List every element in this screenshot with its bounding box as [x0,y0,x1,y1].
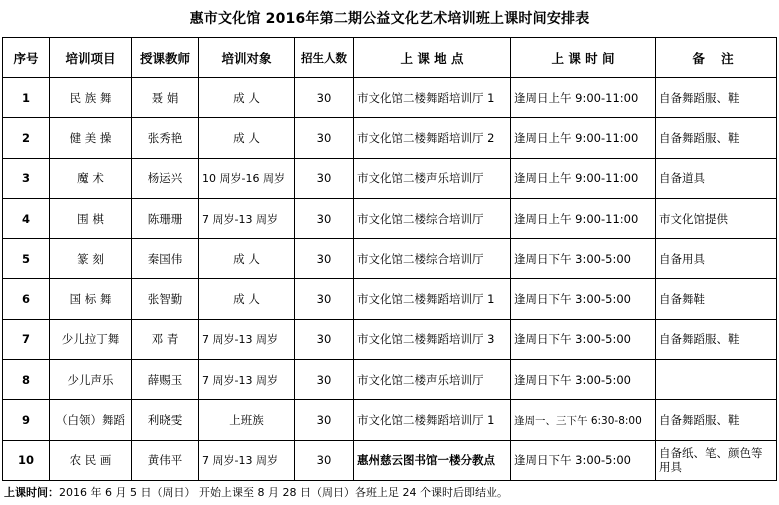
row-time: 逢周日下午 3:00-5:00 [511,239,656,279]
table-row [3,400,777,440]
row-time: 逢周日下午 3:00-5:00 [511,279,656,319]
row-target: 10 周岁-16 周岁 [199,158,295,198]
row-enrollment: 30 [295,158,354,198]
row-time: 逢周日上午 9:00-11:00 [511,118,656,158]
row-enrollment: 30 [295,400,354,440]
row-target: 7 周岁-13 周岁 [199,360,295,400]
row-target: 成 人 [199,239,295,279]
row-teacher: 聂 娟 [132,78,199,118]
footer-label: 上课时间： [4,486,59,499]
row-time: 逢周日上午 9:00-11:00 [511,158,656,198]
row-time: 逢周日上午 9:00-11:00 [511,78,656,118]
table-row [3,158,777,198]
row-teacher: 薛赐玉 [132,360,199,400]
row-course: 国 标 舞 [50,279,132,319]
row-index: 3 [3,158,50,198]
row-enrollment: 30 [295,198,354,238]
page-title: 惠市文化馆 2016年第二期公益文化艺术培训班上课时间安排表 [189,11,590,27]
footer-text: 2016 年 6 月 5 日（周日） 开始上课至 8 月 28 日（周日）各班上足 24 个课时后即结业。 [59,486,508,499]
schedule-table [2,37,777,481]
row-course: 少儿拉丁舞 [50,319,132,359]
row-time: 逢周日下午 3:00-5:00 [511,319,656,359]
row-time: 逢周一、三下午 6:30-8:00 [511,400,656,440]
table-row [3,440,777,480]
row-target: 7 周岁-13 周岁 [199,440,295,480]
table-row [3,239,777,279]
row-teacher: 张智勤 [132,279,199,319]
footer-note [4,484,508,500]
header-note: 备 注 [656,38,777,78]
row-enrollment: 30 [295,118,354,158]
row-enrollment: 30 [295,239,354,279]
row-index: 5 [3,239,50,279]
row-location: 市文化馆二楼舞蹈培训厅 1 [354,279,511,319]
row-location: 市文化馆二楼综合培训厅 [354,239,511,279]
row-index: 2 [3,118,50,158]
row-course: 围 棋 [50,198,132,238]
row-location: 市文化馆二楼声乐培训厅 [354,360,511,400]
row-location: 市文化馆二楼舞蹈培训厅 3 [354,319,511,359]
row-location: 市文化馆二楼舞蹈培训厅 1 [354,400,511,440]
table-row [3,118,777,158]
row-note: 自备舞蹈服、鞋 [656,118,777,158]
row-teacher: 秦国伟 [132,239,199,279]
row-target: 成 人 [199,78,295,118]
row-location: 市文化馆二楼声乐培训厅 [354,158,511,198]
row-teacher: 张秀艳 [132,118,199,158]
row-target: 成 人 [199,118,295,158]
row-index: 8 [3,360,50,400]
row-note: 自备纸、笔、颜色等用具 [656,440,777,480]
row-index: 6 [3,279,50,319]
header-course: 培训项目 [50,38,132,78]
table-row [3,198,777,238]
row-index: 10 [3,440,50,480]
row-note: 市文化馆提供 [656,198,777,238]
row-target: 成 人 [199,279,295,319]
row-location: 市文化馆二楼综合培训厅 [354,198,511,238]
table-row [3,78,777,118]
row-course: 魔 术 [50,158,132,198]
row-course: 农 民 画 [50,440,132,480]
row-course: 民 族 舞 [50,78,132,118]
header-location: 上 课 地 点 [354,38,511,78]
header-teacher: 授课教师 [132,38,199,78]
row-note: 自备舞鞋 [656,279,777,319]
table-row [3,279,777,319]
row-index: 1 [3,78,50,118]
row-note [656,360,777,400]
row-target: 7 周岁-13 周岁 [199,198,295,238]
row-location: 市文化馆二楼舞蹈培训厅 2 [354,118,511,158]
row-note: 自备用具 [656,239,777,279]
row-time: 逢周日下午 3:00-5:00 [511,440,656,480]
row-course: 健 美 操 [50,118,132,158]
row-time: 逢周日下午 3:00-5:00 [511,360,656,400]
header-enrollment: 招生人数 [295,38,354,78]
row-index: 4 [3,198,50,238]
row-target: 7 周岁-13 周岁 [199,319,295,359]
row-enrollment: 30 [295,279,354,319]
row-index: 9 [3,400,50,440]
row-course: 篆 刻 [50,239,132,279]
row-course: （白领）舞蹈 [50,400,132,440]
row-teacher: 杨运兴 [132,158,199,198]
row-teacher: 陈珊珊 [132,198,199,238]
row-index: 7 [3,319,50,359]
row-note: 自备舞蹈服、鞋 [656,78,777,118]
table-header-row [3,38,777,78]
row-teacher: 利晓雯 [132,400,199,440]
row-location: 惠州慈云图书馆一楼分教点 [354,440,511,480]
row-location: 市文化馆二楼舞蹈培训厅 1 [354,78,511,118]
header-index: 序号 [3,38,50,78]
row-note: 自备舞蹈服、鞋 [656,319,777,359]
row-teacher: 邓 青 [132,319,199,359]
table-row [3,360,777,400]
row-enrollment: 30 [295,319,354,359]
header-time: 上 课 时 间 [511,38,656,78]
row-enrollment: 30 [295,440,354,480]
row-course: 少儿声乐 [50,360,132,400]
row-enrollment: 30 [295,78,354,118]
row-note: 自备舞蹈服、鞋 [656,400,777,440]
row-note: 自备道具 [656,158,777,198]
header-target: 培训对象 [199,38,295,78]
row-time: 逢周日上午 9:00-11:00 [511,198,656,238]
row-enrollment: 30 [295,360,354,400]
row-target: 上班族 [199,400,295,440]
row-teacher: 黄伟平 [132,440,199,480]
table-row [3,319,777,359]
